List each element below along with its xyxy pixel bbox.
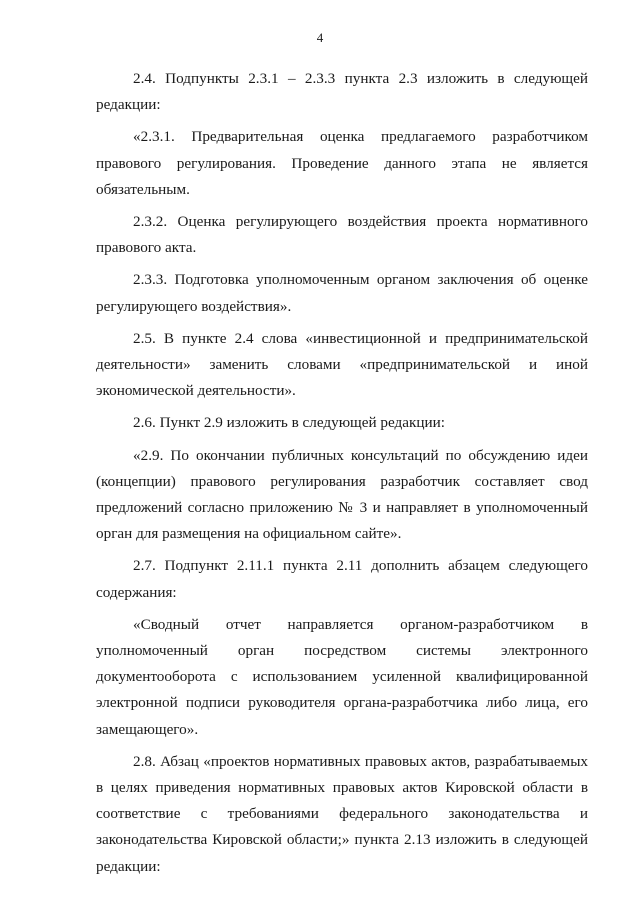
paragraph-2-7: 2.7. Подпункт 2.11.1 пункта 2.11 дополнить абзацем следующего содержания:: [96, 557, 588, 601]
paragraph-summary-report: «Сводный отчет направляется органом-разработчиком в уполномоченный орган посредством системы электронного документооборота с использованием усиленной квалифицированной электронной подписи руководителя органа-разработчика либо лица, его замещающего».: [96, 615, 588, 738]
paragraph-2-6: 2.6. Пункт 2.9 изложить в следующей редакции:: [133, 414, 446, 432]
paragraph-2-4: 2.4. Подпункты 2.3.1 – 2.3.3 пункта 2.3 изложить в следующей редакции:: [96, 70, 588, 114]
paragraph-2-5: 2.5. В пункте 2.4 слова «инвестиционной и предпринимательской деятельности» заменить словами «предпринимательской и иной экономической деятельности».: [96, 329, 588, 400]
paragraph-2-8: 2.8. Абзац «проектов нормативных правовых актов, разрабатываемых в целях приведения нормативных правовых актов Кировской области в соответствие с требованиями федерального законодательства и законодательства Кировской области;» пункта 2.13 изложить в следующей редакции:: [96, 752, 588, 875]
paragraph-2-3-3: 2.3.3. Подготовка уполномоченным органом заключения об оценке регулирующего воздействия».: [96, 271, 588, 315]
document-body: [96, 66, 588, 886]
paragraph-2-3-1: «2.3.1. Предварительная оценка предлагаемого разработчиком правового регулирования. Проведение данного этапа не является обязательным.: [96, 128, 588, 198]
page-number: 4: [316, 30, 324, 45]
paragraph-2-3-2: 2.3.2. Оценка регулирующего воздействия проекта нормативного правового акта.: [96, 213, 588, 257]
paragraph-2-9: «2.9. По окончании публичных консультаций по обсуждению идеи (концепции) правового регулирования разработчик составляет свод предложений согласно приложению № 3 и направляет в уполномоченный орган для размещения на официальном сайте».: [96, 446, 588, 543]
